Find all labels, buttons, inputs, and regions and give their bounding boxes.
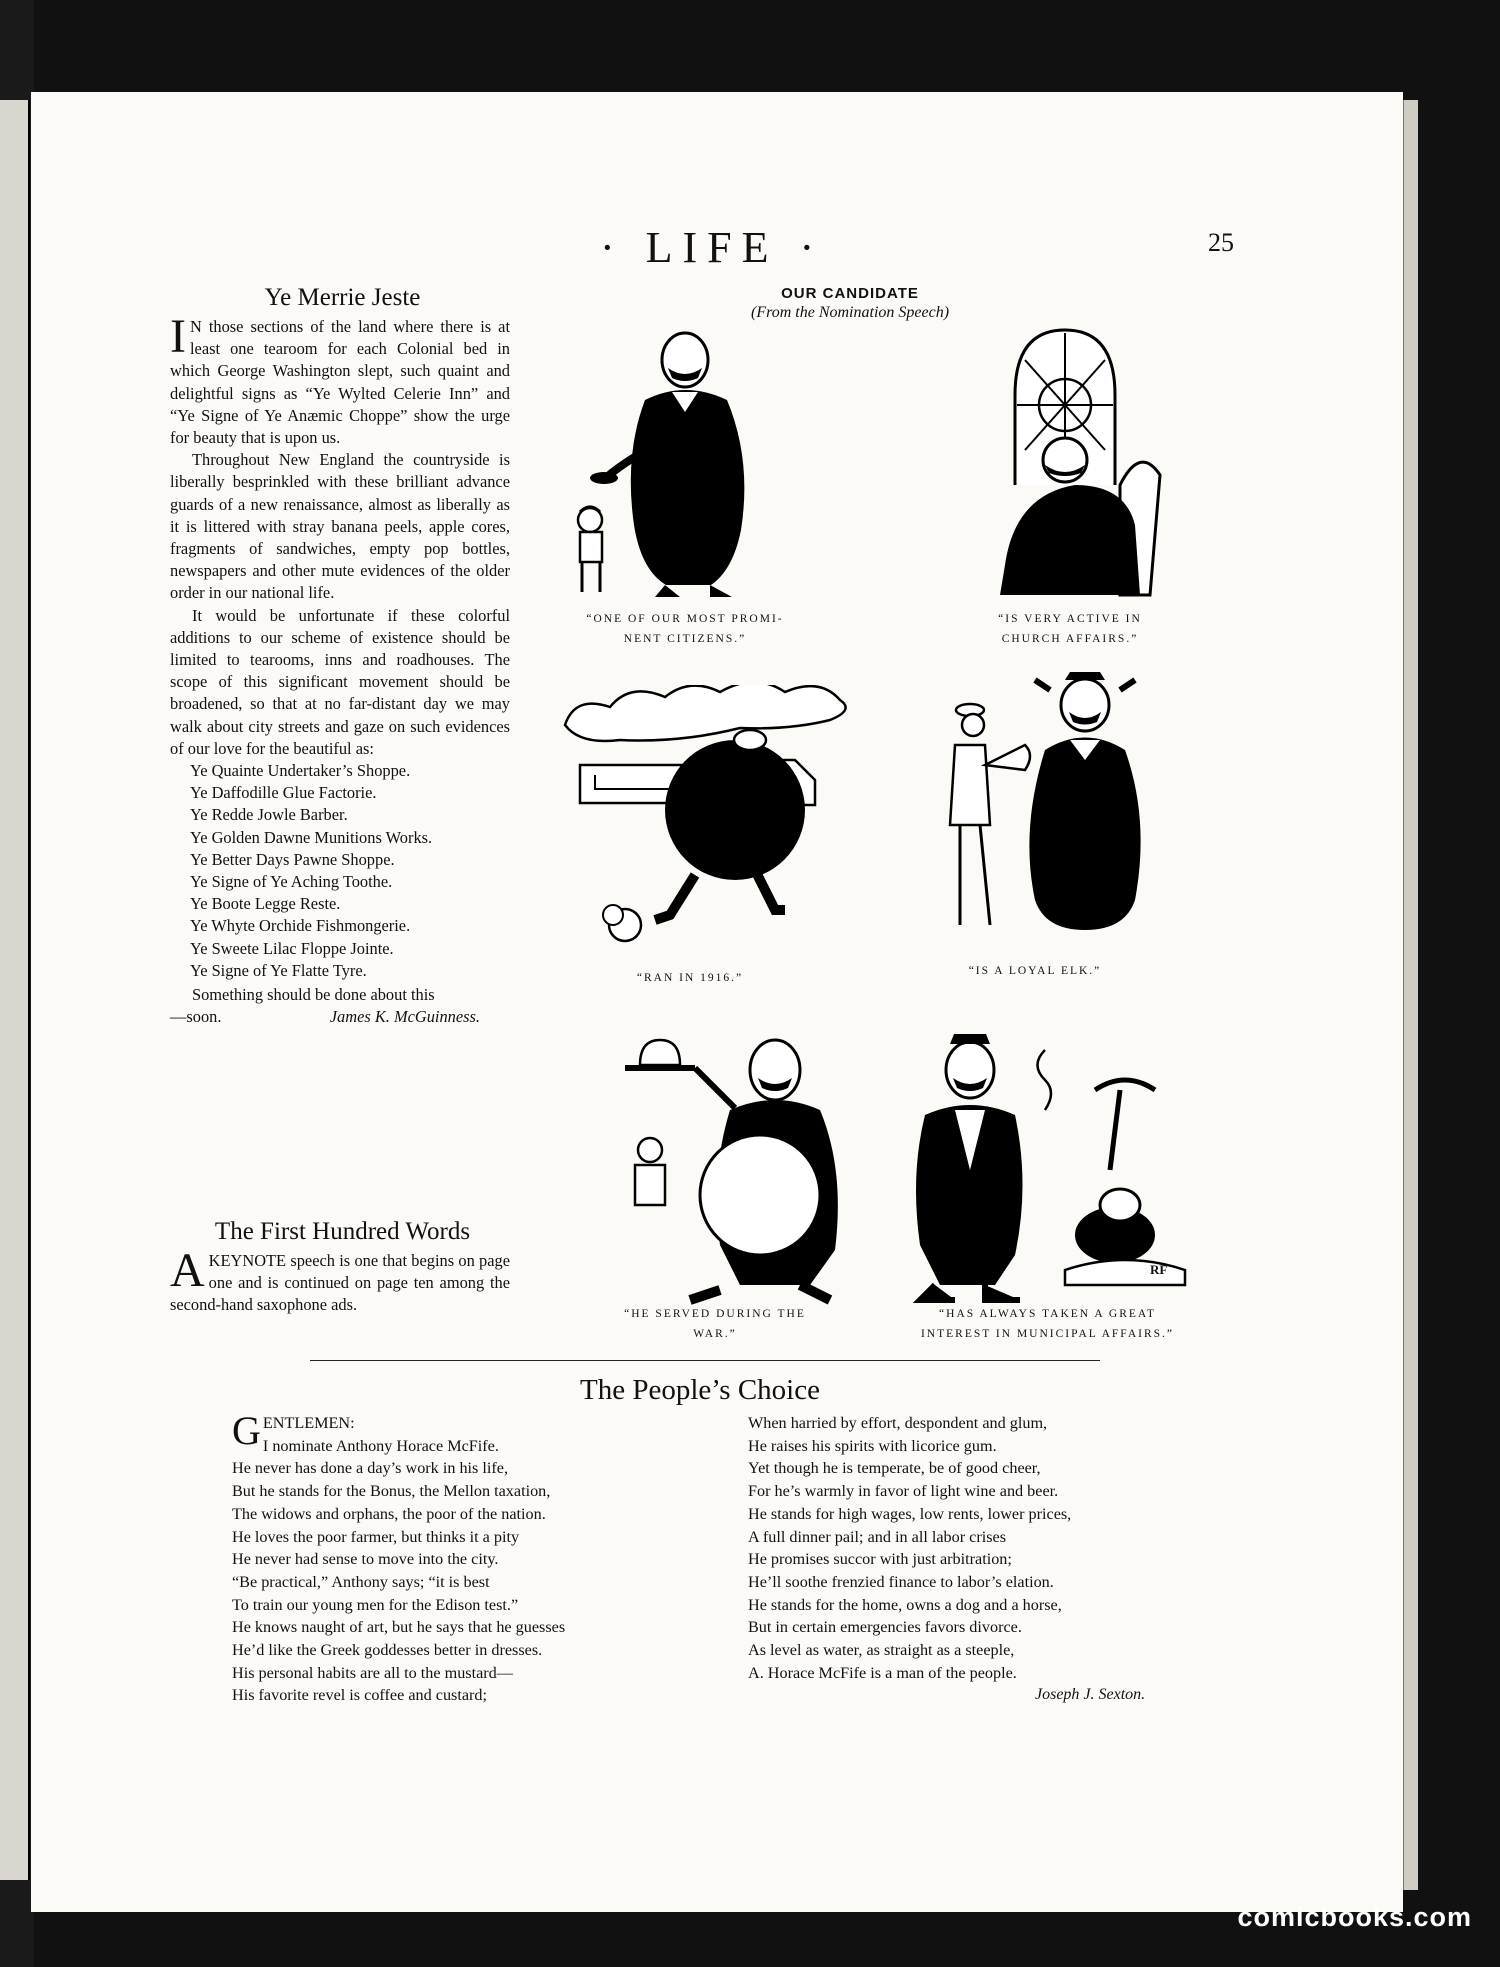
poem-column-1 [232,1408,702,1707]
dropcap: A [170,1244,205,1297]
facing-page-edge [0,100,30,1880]
poem-line: He knows naught of art, but he says that he guesses [232,1618,566,1637]
closing-line: Something should be done about this [192,985,435,1005]
artist-signature: RF [1150,1262,1168,1277]
cartoon-panel-ran-in-1916 [555,685,860,955]
caption-line: NENT CITIZENS.” [623,633,747,645]
poem-line: A. Horace McFife is a man of the people. [748,1663,1017,1682]
cartoon-panel-loyal-elk [925,670,1155,955]
page-number: 25 [1208,228,1234,257]
list-item: Ye Quainte Undertaker’s Shoppe. [190,761,411,781]
cartoon-panel-served-during-war [620,1030,870,1310]
masthead: · LIFE · [600,223,825,272]
cartoon-heading: OUR CANDIDATE [781,285,919,302]
poem-line: He loves the poor farmer, but thinks it a pity [232,1527,520,1546]
poem-line: He’ll soothe frenzied finance to labor’s elation. [748,1572,1054,1591]
signoff [170,1006,510,1028]
list-item: Ye Signe of Ye Aching Toothe. [190,872,393,892]
poem-line: He stands for the home, owns a dog and a horse, [748,1595,1062,1614]
article-title-first-hundred-words: The First Hundred Words [214,1218,471,1245]
dropcap: G [232,1408,261,1453]
poem-line: He raises his spirits with licorice gum. [748,1436,997,1455]
page-stack-edge [1403,100,1418,1890]
caption-line: “HE SERVED DURING THE [624,1308,806,1320]
list-item: Ye Boote Legge Reste. [190,894,341,914]
list-item: Ye Redde Jowle Barber. [190,805,348,825]
caption-line: “IS VERY ACTIVE IN [998,613,1142,625]
author-byline: James K. McGuinness. [329,1007,480,1027]
list-item: Ye Whyte Orchide Fishmongerie. [190,916,411,936]
paragraph-2: Throughout New England the countryside is liberally besprinkled with these brilliant advance guards of a new renaissance, almost as liberally as it is littered with stray banana peels, apple cores, fragments of sandwiches, empty pop bottles, newspapers and other mute evidences of the older order in our national life. [170,450,510,603]
closing-line-2: —soon. [170,1007,222,1027]
poem-line: He stands for high wages, low rents, lower prices, [748,1504,1072,1523]
article-body-first-hundred-words [170,1244,510,1317]
caption-line: WAR.” [693,1328,737,1340]
poem-line: I nominate Anthony Horace McFife. [262,1436,499,1455]
watermark: comicbooks.com [1237,1902,1472,1932]
paragraph-1-text: N those sections of the land where there is at least one tearoom for each Colonial bed in which George Washington slept, such quaint and delightful signs as “Ye Wylted Celerie Inn” and “Ye Signe of Ye Anæmic Choppe” show the urge for beauty that is upon us. [170,317,510,448]
poem-line: He never had sense to move into the city. [232,1550,499,1569]
poem-line: His personal habits are all to the mustard— [232,1663,513,1682]
poem-line: But he stands for the Bonus, the Mellon taxation, [232,1482,551,1501]
poem-line: His favorite revel is coffee and custard; [232,1686,488,1705]
list-item: Ye Sweete Lilac Floppe Jointe. [190,938,394,958]
list-item: Ye Golden Dawne Munitions Works. [190,827,433,847]
caption-line: “HAS ALWAYS TAKEN A GREAT [939,1308,1156,1320]
poem-line: He never has done a day’s work in his life, [232,1459,509,1478]
poem-line: When harried by effort, despondent and glum, [748,1414,1048,1432]
cartoon-subheading: (From the Nomination Speech) [750,304,950,321]
poem-line: For he’s warmly in favor of light wine and beer. [748,1482,1059,1501]
poem-author: Joseph J. Sexton. [1035,1686,1146,1703]
signs-list [170,760,510,982]
caption-loyal-elk [930,961,1140,981]
poem-line: ENTLEMEN: [262,1414,355,1432]
caption-prominent-citizen [560,609,810,649]
poem-line: Yet though he is temperate, be of good cheer, [748,1459,1041,1478]
caption-served-during-war [600,1304,830,1344]
caption-line: CHURCH AFFAIRS.” [1001,633,1139,645]
poem-line: He’d like the Greek goddesses better in dresses. [232,1641,543,1660]
paragraph-3: It would be unfortunate if these colorful additions to our scheme of existence should be limited to tearooms, inns and roadhouses. The scope of this significant movement should be broadened, so that at no far-distant day we may walk about city streets and gaze on such evidences of our love for the beautiful as: [170,605,510,758]
caption-line: “RAN IN 1916.” [636,972,744,984]
caption-church-affairs [955,609,1185,649]
list-item: Ye Daffodille Glue Factorie. [190,783,377,803]
list-item: Ye Better Days Pawne Shoppe. [190,849,395,869]
poem-line: To train our young men for the Edison test.” [232,1595,519,1614]
dropcap: I [170,310,186,363]
article-title-merrie-jeste: Ye Merrie Jeste [264,284,421,311]
poem-line: He promises succor with just arbitration; [748,1550,1012,1569]
caption-line: “IS A LOYAL ELK.” [968,965,1102,977]
caption-municipal-affairs [895,1304,1200,1344]
article-body-merrie-jeste [170,310,510,1028]
list-item: Ye Signe of Ye Flatte Tyre. [190,960,367,980]
poem-line: A full dinner pail; and in all labor crises [748,1527,1007,1546]
caption-line: INTEREST IN MUNICIPAL AFFAIRS.” [920,1328,1175,1340]
cartoon-panel-church-affairs [965,325,1165,610]
caption-line: “ONE OF OUR MOST PROMI- [586,613,784,625]
section-divider [310,1360,1100,1361]
poem-title: The People’s Choice [579,1374,820,1406]
poem-line: But in certain emergencies favors divorce. [748,1618,1022,1637]
poem-line: As level as water, as straight as a steeple, [748,1641,1015,1660]
poem-column-2 [748,1412,1198,1684]
paragraph-1 [170,310,510,449]
cartoon-panel-prominent-citizen [560,330,790,600]
caption-ran-in-1916 [600,968,780,988]
poem-line: “Be practical,” Anthony says; “it is best [232,1572,490,1591]
article-2-text: KEYNOTE speech is one that begins on page one and is continued on page ten among the second-hand saxophone ads. [170,1251,510,1315]
poem-line: The widows and orphans, the poor of the nation. [232,1504,546,1523]
